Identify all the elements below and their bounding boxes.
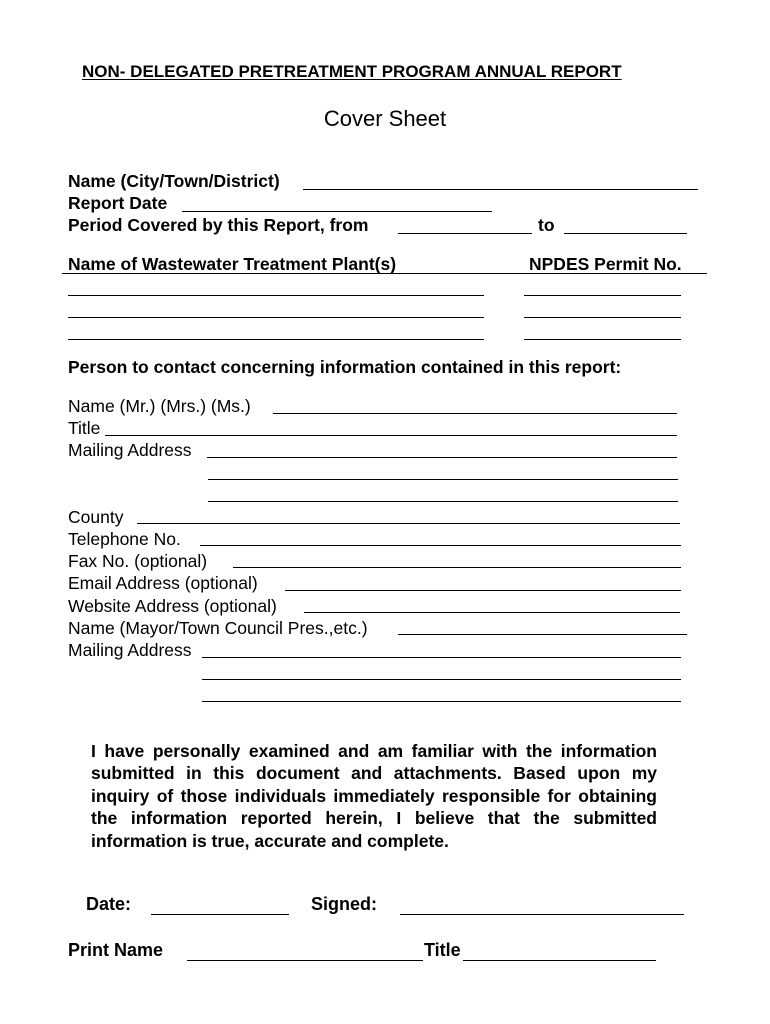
form-subtitle: Cover Sheet bbox=[323, 106, 447, 131]
mailing-address-field-3[interactable] bbox=[208, 501, 678, 502]
mayor-mailing-field-1[interactable] bbox=[202, 657, 681, 658]
date-field[interactable] bbox=[151, 914, 289, 915]
fax-label: Fax No. (optional) bbox=[68, 551, 208, 571]
report-date-label: Report Date bbox=[68, 193, 168, 213]
county-label: County bbox=[68, 507, 124, 527]
contact-title-label: Title bbox=[68, 418, 101, 438]
contact-title-field[interactable] bbox=[105, 435, 677, 436]
period-to-label: to bbox=[538, 215, 555, 235]
contact-heading: Person to contact concerning information contained in this report: bbox=[68, 357, 622, 377]
name-city-label: Name (City/Town/District) bbox=[68, 171, 280, 191]
npdes-permit-header: NPDES Permit No. bbox=[529, 254, 682, 274]
website-field[interactable] bbox=[304, 612, 680, 613]
name-city-field[interactable] bbox=[303, 189, 698, 190]
permit-no-field-3[interactable] bbox=[524, 339, 681, 340]
email-field[interactable] bbox=[285, 590, 681, 591]
date-label: Date: bbox=[86, 894, 132, 914]
website-label: Website Address (optional) bbox=[68, 596, 277, 616]
plant-name-field-3[interactable] bbox=[68, 339, 484, 340]
certification-statement: I have personally examined and am familiar with the information submitted in this document and attachments. Based upon my inquiry of those individuals immediately responsible for obtaining the information reported herein, I believe that the submitted information is true, accurate and complete. bbox=[91, 741, 657, 851]
plant-name-field-2[interactable] bbox=[68, 317, 484, 318]
telephone-field[interactable] bbox=[200, 545, 681, 546]
contact-name-field[interactable] bbox=[273, 413, 677, 414]
permit-no-field-2[interactable] bbox=[524, 317, 681, 318]
table-header-rule bbox=[62, 273, 707, 274]
period-from-label: Period Covered by this Report, from bbox=[68, 215, 369, 235]
email-label: Email Address (optional) bbox=[68, 573, 258, 593]
county-field[interactable] bbox=[137, 523, 680, 524]
signature-field[interactable] bbox=[400, 914, 684, 915]
plant-name-header: Name of Wastewater Treatment Plant(s) bbox=[68, 254, 397, 274]
mayor-name-field[interactable] bbox=[398, 634, 687, 635]
plant-name-field-1[interactable] bbox=[68, 295, 484, 296]
signed-label: Signed: bbox=[311, 894, 377, 914]
print-name-label: Print Name bbox=[68, 940, 164, 960]
signer-title-field[interactable] bbox=[463, 960, 656, 961]
mailing-address-field-1[interactable] bbox=[207, 457, 677, 458]
mailing-address-field-2[interactable] bbox=[208, 479, 678, 480]
mayor-mailing-field-2[interactable] bbox=[202, 679, 681, 680]
fax-field[interactable] bbox=[233, 567, 681, 568]
report-date-field[interactable] bbox=[182, 211, 492, 212]
period-from-field[interactable] bbox=[398, 233, 532, 234]
period-to-field[interactable] bbox=[564, 233, 687, 234]
mayor-mailing-field-3[interactable] bbox=[202, 701, 681, 702]
telephone-label: Telephone No. bbox=[68, 529, 181, 549]
mayor-name-label: Name (Mayor/Town Council Pres.,etc.) bbox=[68, 618, 368, 638]
contact-name-label: Name (Mr.) (Mrs.) (Ms.) bbox=[68, 396, 251, 416]
signer-title-label: Title bbox=[424, 940, 461, 960]
permit-no-field-1[interactable] bbox=[524, 295, 681, 296]
mayor-mailing-label: Mailing Address bbox=[68, 640, 192, 660]
print-name-field[interactable] bbox=[187, 960, 423, 961]
mailing-address-label: Mailing Address bbox=[68, 440, 192, 460]
form-title: NON- DELEGATED PRETREATMENT PROGRAM ANNUAL REPORT bbox=[82, 62, 622, 81]
